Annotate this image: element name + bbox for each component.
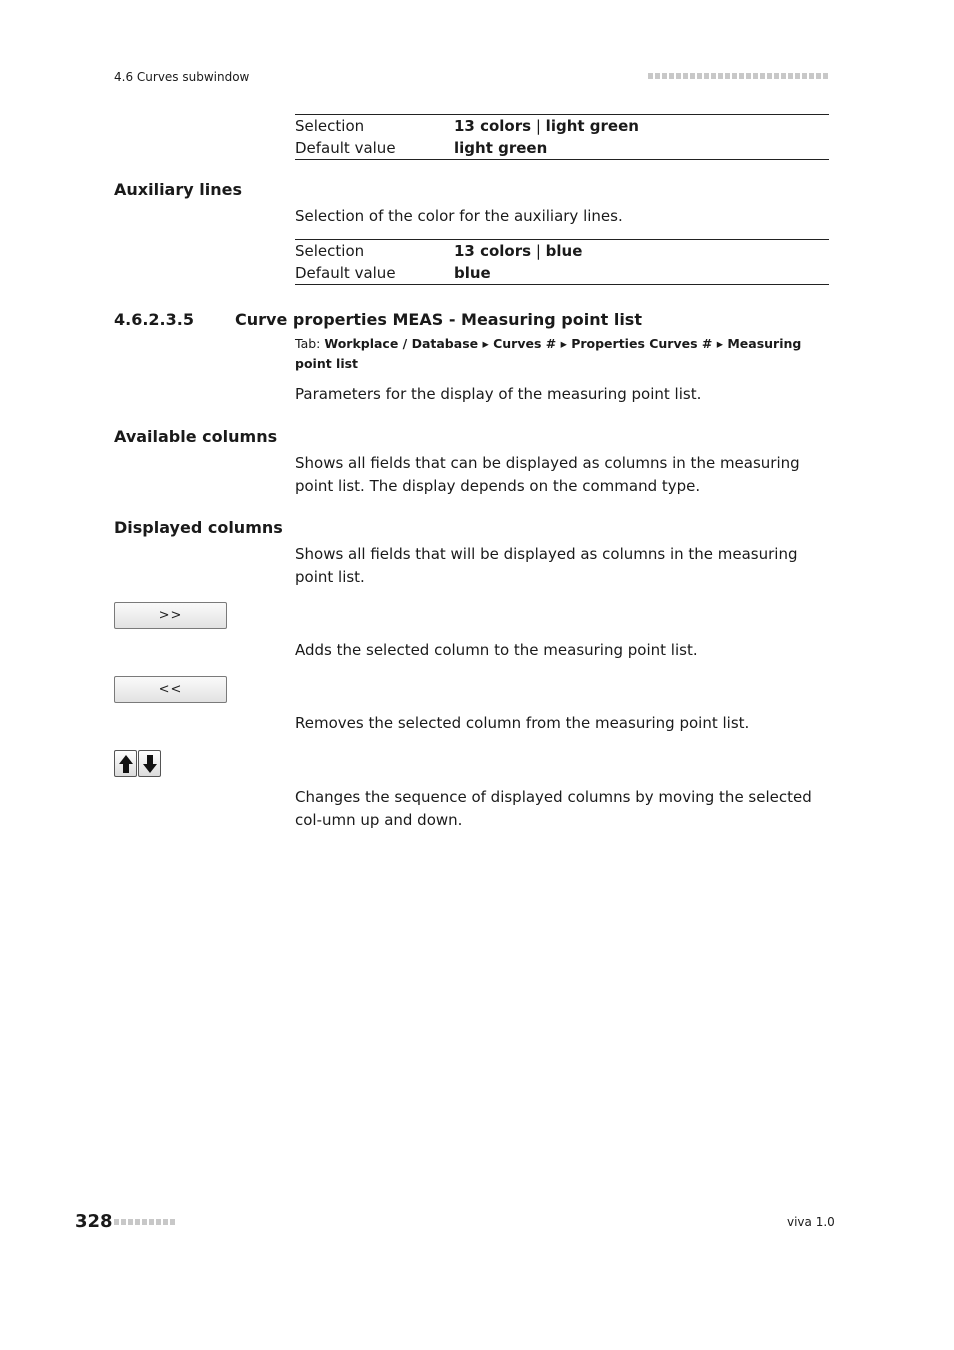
section-title: Curve properties MEAS - Measuring point list (235, 310, 642, 329)
term-auxiliary-lines: Auxiliary lines (114, 180, 242, 199)
table-row (295, 137, 829, 160)
term-available-columns: Available columns (114, 427, 278, 446)
table-row (295, 240, 829, 263)
available-columns-description: Shows all fields that can be displayed as columns in the measuring point list. The display depends on the command type. (295, 454, 800, 495)
product-name: viva 1.0 (787, 1215, 835, 1229)
color-param-table (295, 114, 829, 160)
param-value: light green (454, 139, 548, 157)
param-key: Default value (295, 139, 396, 157)
param-value: 13 colors | light green (454, 117, 639, 135)
table-row (295, 262, 829, 285)
add-column-button[interactable]: >> (114, 602, 227, 629)
param-key: Default value (295, 264, 396, 282)
param-key: Selection (295, 117, 365, 135)
section-number: 4.6.2.3.5 (114, 310, 194, 329)
displayed-columns-description: Shows all fields that will be displayed as columns in the measuring point list. (295, 545, 798, 586)
term-displayed-columns: Displayed columns (114, 518, 283, 537)
page-number: 328 (75, 1211, 113, 1232)
add-column-description: Adds the selected column to the measuring point list. (295, 641, 698, 659)
section-intro: Parameters for the display of the measuring point list. (295, 385, 702, 403)
table-row (295, 115, 829, 138)
footer-decoration (114, 1219, 175, 1225)
remove-column-button[interactable]: << (114, 676, 227, 703)
tab-navigation-path: Tab: Workplace / Database ▸ Curves # ▸ Properties Curves # ▸ Measuring point list (295, 336, 802, 371)
auxiliary-lines-description: Selection of the color for the auxiliary lines. (295, 207, 623, 225)
header-decoration (648, 73, 828, 79)
running-header: 4.6 Curves subwindow (114, 70, 250, 84)
move-up-button[interactable] (114, 750, 137, 777)
param-key: Selection (295, 242, 365, 260)
param-value: blue (454, 264, 491, 282)
remove-column-description: Removes the selected column from the measuring point list. (295, 714, 750, 732)
arrow-up-icon (118, 754, 134, 774)
move-down-button[interactable] (138, 750, 161, 777)
auxiliary-param-table (295, 239, 829, 285)
move-columns-description: Changes the sequence of displayed columns by moving the selected col-umn up and down. (295, 788, 812, 829)
arrow-down-icon (142, 754, 158, 774)
param-value: 13 colors | blue (454, 242, 583, 260)
